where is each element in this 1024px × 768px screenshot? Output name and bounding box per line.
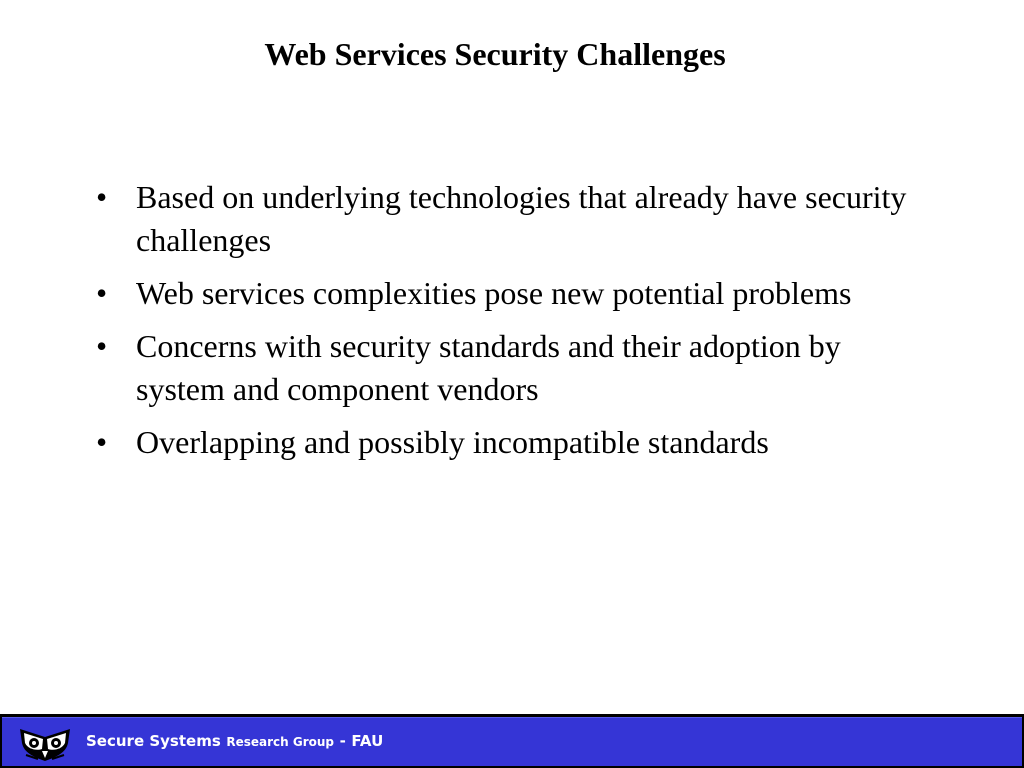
bullet-text: Overlapping and possibly incompatible standards bbox=[136, 424, 769, 460]
bullet-item bbox=[96, 421, 926, 464]
slide-title: Web Services Security Challenges bbox=[264, 36, 726, 72]
bullet-text: Web services complexities pose new potential problems bbox=[136, 275, 852, 311]
owl-logo-icon bbox=[18, 725, 72, 763]
footer-banner bbox=[2, 717, 1022, 766]
bullet-item bbox=[96, 272, 926, 315]
bullet-text: Based on underlying technologies that already have security challenges bbox=[136, 179, 907, 258]
bullet-marker: • bbox=[96, 424, 108, 460]
bullet-text: Concerns with security standards and their adoption by system and component vendors bbox=[136, 328, 841, 407]
bullet-list bbox=[96, 176, 926, 474]
footer-label bbox=[86, 731, 383, 750]
footer-institution: FAU bbox=[351, 732, 384, 750]
footer-bar bbox=[0, 714, 1024, 768]
footer-group-name: Research Group bbox=[226, 735, 334, 749]
bullet-marker: • bbox=[96, 275, 108, 311]
bullet-marker: • bbox=[96, 179, 108, 215]
footer-org-name: Secure Systems bbox=[86, 732, 221, 750]
bullet-item bbox=[96, 176, 926, 262]
bullet-item bbox=[96, 325, 926, 411]
bullet-marker: • bbox=[96, 328, 108, 364]
footer-separator: - bbox=[339, 732, 346, 750]
